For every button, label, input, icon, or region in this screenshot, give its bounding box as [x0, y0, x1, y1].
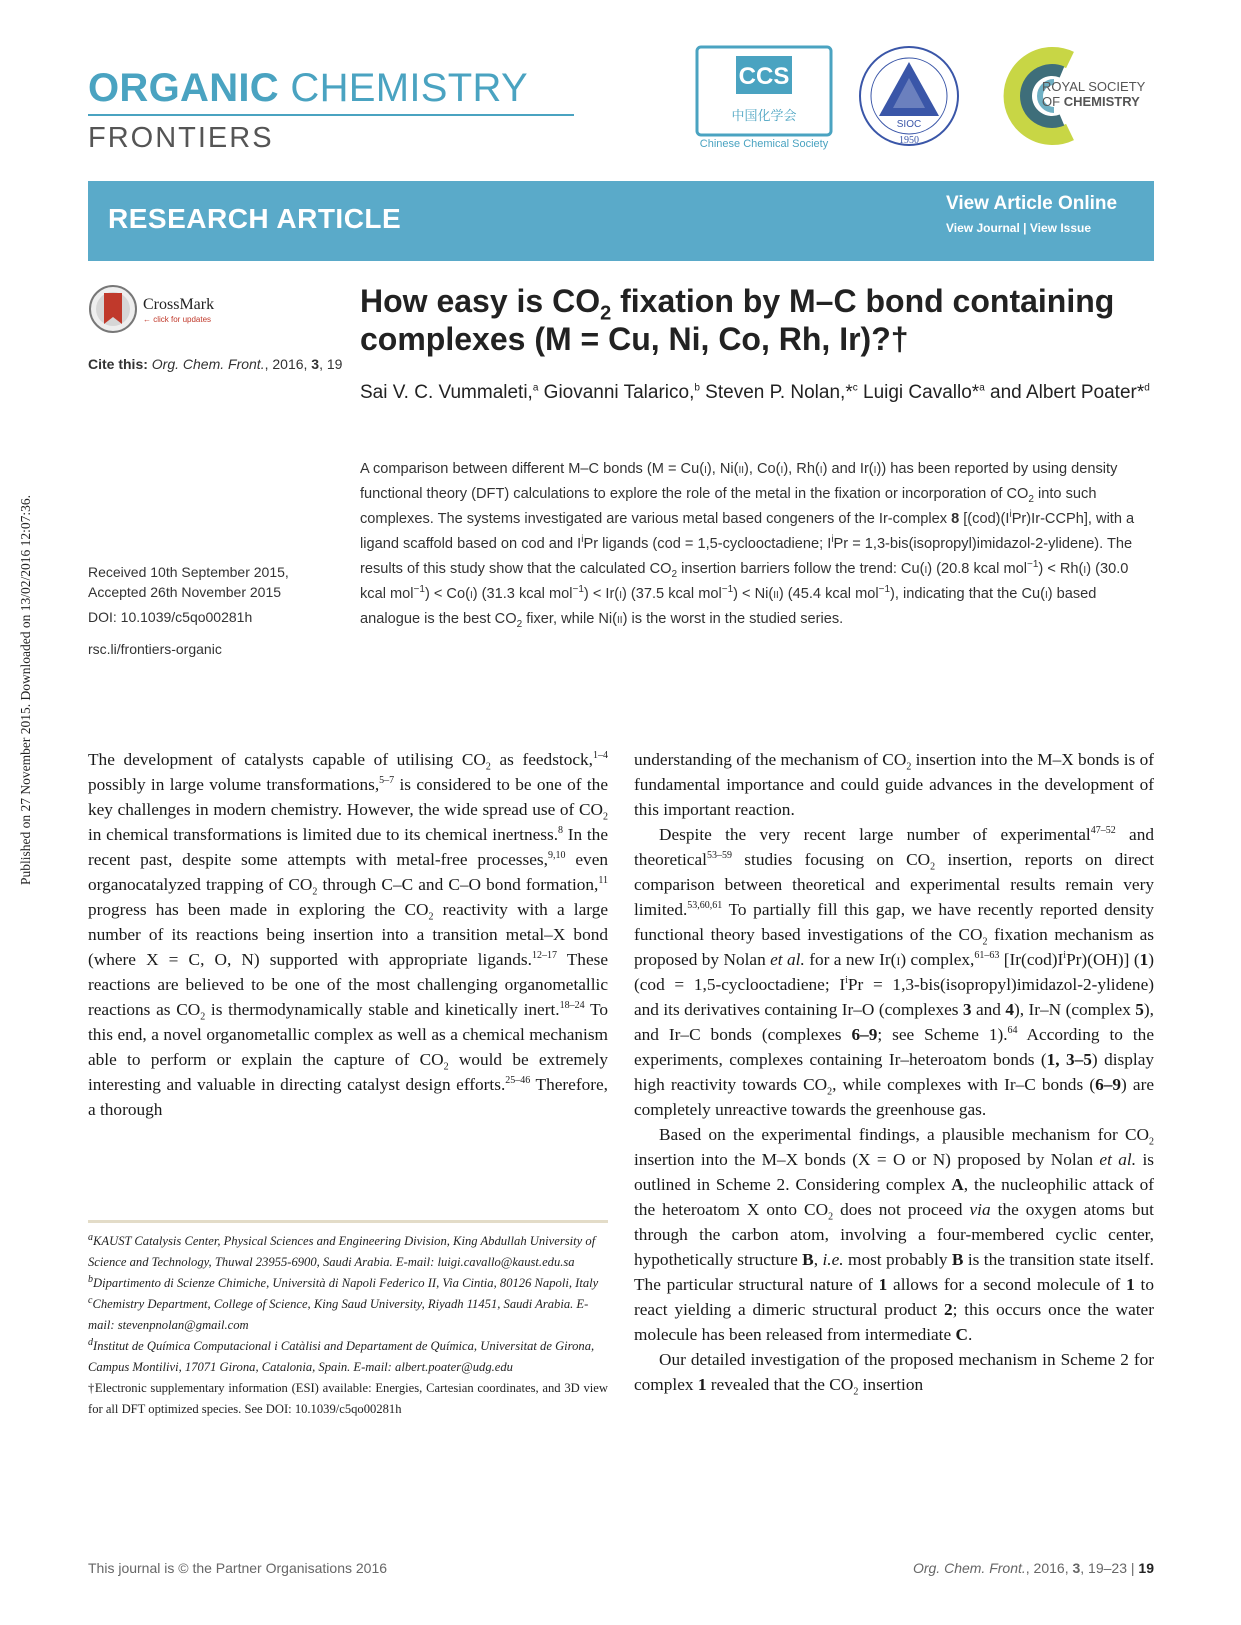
sioc-label: SIOC [896, 119, 922, 130]
footer-citation: Org. Chem. Front., 2016, 3, 19–23 | 19 [912, 1560, 1154, 1576]
publication-side-note: Published on 27 November 2015. Downloaded on 13/02/2016 12:07:36. [18, 495, 33, 885]
body-left-column [88, 747, 608, 1122]
footnote-a: $^a$KAUST Catalysis Center, Physical Sciences and Engineering Division, King Abdullah University of Science and Technology, Thuwal 23955-6900, Saudi Arabia. E-mail: luigi.cavallo@kaust.edu.sa [88, 1231, 596, 1269]
footnote-b: $^b$Dipartimento di Scienze Chimiche, Università di Napoli Federico II, Via Cintia, 80126 Napoli, Italy [88, 1273, 599, 1290]
view-links: View Journal | View Issue [946, 221, 1092, 235]
journal-title-rule [88, 114, 574, 116]
article-title: How easy is $CO_2$ fixation by M–C bond containing complexes (M = Cu, Ni, Co, Rh, Ir)?† [360, 283, 1115, 357]
crossmark-sub: ← click for updates [143, 315, 212, 324]
author-list: Sai V. C. Vummaleti,$^a$ Giovanni Talarico,$^b$ Steven P. Nolan,*$^c$ Luigi Cavallo*$^a$ and Albert Poater*$^d$ [360, 382, 1150, 403]
body-paragraph: Despite the very recent large number of experimental$^{47-52}$ and theoretical$^{53-59}$ studies focusing on $CO_2$ insertion, reports on direct comparison between theoretical and experimental results remain very limited.$^{53,60,61}$ To partially fill this gap, we have recently reported density functional theory based investigations of the $CO_2$ fixation mechanism as proposed by Nolan et al. for a new Ir(i) complex,$^{61-63}$ $[Ir(cod)I^iPr)(OH)$] (1) (cod = 1,5-cyclooctadiene; $I^iPr$ = 1,3-bis(isopropyl)imidazol-2-ylidene) and its derivatives containing Ir–O (complexes 3 and 4), Ir–N (complex 5), and Ir–C bonds (complexes 6–9; see Scheme 1).$^{64}$ According to the experiments, complexes containing Ir–heteroatom bonds (1, 3–5) display high reactivity towards $CO_2$, while complexes with Ir–C bonds (6–9) are completely unreactive towards the greenhouse gas. [634, 825, 1155, 1119]
ccs-logo [694, 44, 834, 138]
ccs-english-name: Chinese Chemical Society [699, 138, 829, 150]
body-paragraph: Our detailed investigation of the proposed mechanism in Scheme 2 for complex 1 revealed that the $CO_2$ insertion [634, 1350, 1154, 1398]
body-paragraph: understanding of the mechanism of $CO_2$ insertion into the M–X bonds is of fundamental importance and could guide advances in the development of this important reaction. [634, 750, 1154, 819]
body-paragraph: The development of catalysts capable of utilising $CO_2$ as feedstock,$^{1-4}$ possibly in large volume transformations,$^{5-7}$ is considered to be one of the key challenges in modern chemistry. However, the wide spread use of $CO_2$ in chemical transformations is limited due to its chemical inertness.$^8$ In the recent past, despite some attempts with metal-free processes,$^{9,10}$ even organocatalyzed trapping of $CO_2$ through C–C and C–O bond formation,$^{11}$ progress has been made in exploring the $CO_2$ reactivity with a large number of its reactions being insertion into a transition metal–X bond (where X = C, O, N) supported with appropriate ligands.$^{12-17}$ These reactions are believed to be one of the most challenging organometallic reactions as $CO_2$ is thermodynamically stable and kinetically inert.$^{18-24}$ To this end, a novel organometallic complex as well as a chemical mechanism able to perform or explain the capture of $CO_2$ would be extremely interesting and valuable in directing catalyst design efforts.$^{25-46}$ Therefore, a thorough [88, 750, 609, 1119]
svg-text:CCS: CCS [738, 63, 790, 90]
svg-text:OF CHEMISTRY: OF CHEMISTRY [1042, 94, 1140, 109]
footnote-c: $^c$Chemistry Department, College of Science, King Saud University, Riyadh 11451, Saudi Arabia. E-mail: stevenpnolan@gmail.com [88, 1294, 589, 1332]
view-article-online-link[interactable]: View Article Online [946, 193, 1118, 214]
footer-copyright: This journal is © the Partner Organisations 2016 [88, 1560, 388, 1576]
sioc-logo [857, 44, 961, 148]
view-journal-link[interactable]: View Journal [946, 221, 1020, 235]
rsc-logo [990, 44, 1160, 148]
crossmark-label[interactable]: CrossMark [143, 296, 215, 313]
crossmark-icon[interactable] [88, 284, 138, 334]
doi[interactable]: DOI: 10.1039/c5qo00281h [88, 609, 253, 625]
footnote-d: $^d$Institut de Química Computacional i Catàlisi and Departament de Química, Universitat de Girona, Campus Montilivi, 17071 Girona, Catalonia, Spain. E-mail: albert.poater@udg.edu [88, 1336, 595, 1374]
rsc-line1: ROYAL SOCIETY [1042, 79, 1146, 94]
view-issue-link[interactable]: View Issue [1029, 221, 1092, 235]
journal-subtitle: FRONTIERS [88, 122, 274, 154]
abstract: A comparison between different M–C bonds (M = Cu(i), Ni(ii), Co(i), Rh(i) and Ir(i)) has been reported by using density functional theory (DFT) calculations to explore the role of the metal in the fixation or incorporation of $CO_2$ into such complexes. The systems investigated are various metal based congeners of the Ir-complex 8 $[(cod)(I^iPr)Ir-CCPh]$, with a ligand scaffold based on cod and $I^iPr$ ligands (cod = 1,5-cyclooctadiene; $I^iPr$ = 1,3-bis(isopropyl)imidazol-2-ylidene). The results of this study show that the calculated $CO_2$ insertion barriers follow the trend: Cu(i) (20.8 kcal mol$^{-1}$) < Rh(i) (30.0 kcal mol$^{-1}$) < Co(i) (31.3 kcal mol$^{-1}$) < Ir(i) (37.5 kcal mol$^{-1}$) < Ni(ii) (45.4 kcal mol$^{-1}$), indicating that the Cu(i) based analogue is the best $CO_2$ fixer, while Ni(ii) is the worst in the studied series. [360, 461, 1135, 630]
journal-title: ORGANIC CHEMISTRY [88, 66, 528, 110]
footnotes [88, 1231, 608, 1420]
rsc-link[interactable]: rsc.li/frontiers-organic [88, 641, 222, 657]
ccs-chinese-name: 中国化学会 [731, 109, 797, 124]
received-dates: Received 10th September 2015, Accepted 26th November 2015 [88, 564, 289, 600]
cite-this: Cite this: Org. Chem. Front., 2016, 3, 19 [88, 356, 343, 372]
footnote-esi: †Electronic supplementary information (ESI) available: Energies, Cartesian coordinates, and 3D view for all DFT optimized species. See DOI: 10.1039/c5qo00281h [88, 1381, 608, 1416]
footnote-divider [88, 1220, 608, 1223]
page-number: 19 [1138, 1560, 1154, 1576]
body-right-column [634, 747, 1154, 1397]
body-paragraph: Based on the experimental findings, a plausible mechanism for $CO_2$ insertion into the M–X bonds (X = O or N) proposed by Nolan et al. is outlined in Scheme 2. Considering complex A, the nucleophilic attack of the heteroatom X onto $CO_2$ does not proceed via the oxygen atoms but through the carbon atom, involving a four-membered cyclic center, hypothetically structure B, i.e. most probably B is the transition state itself. The particular structural nature of 1 allows for a second molecule of 1 to react yielding a dimeric structural product 2; this occurs once the water molecule has been released from intermediate C. [634, 1125, 1155, 1344]
article-type-label: RESEARCH ARTICLE [108, 203, 402, 234]
sioc-year: 1950 [899, 135, 919, 146]
